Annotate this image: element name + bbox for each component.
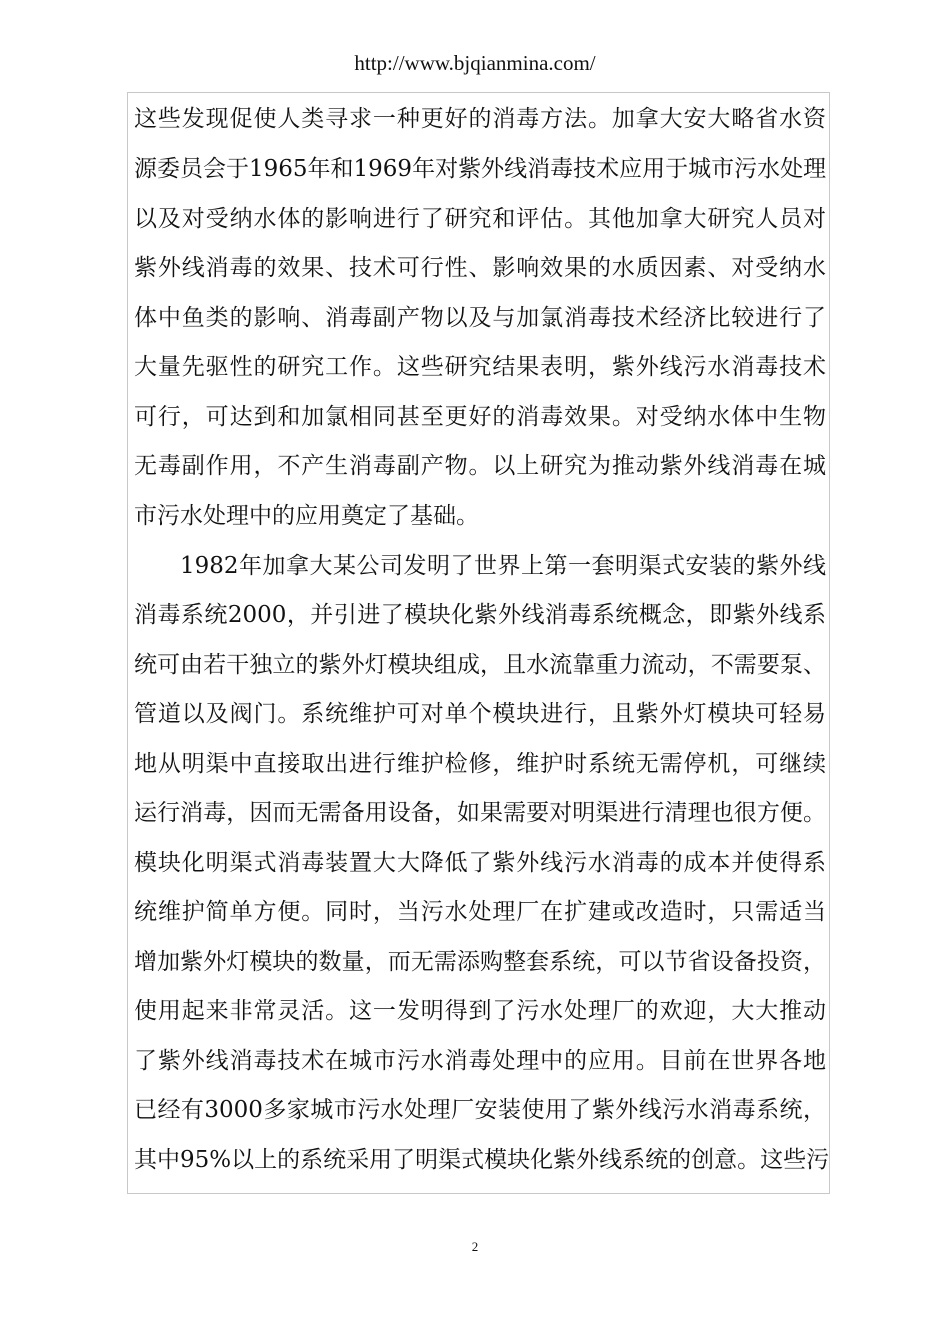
text-line: 其中95%以上的系统采用了明渠式模块化紫外线系统的创意。这些污	[134, 1147, 830, 1173]
text-line: 管道以及阀门。系统维护可对单个模块进行，且紫外灯模块可轻易	[134, 701, 826, 727]
text-line: 地从明渠中直接取出进行维护检修，维护时系统无需停机，可继续	[134, 751, 826, 777]
text-line-indented: 1982年加拿大某公司发明了世界上第一套明渠式安装的紫外线	[180, 553, 826, 579]
text-line: 紫外线消毒的效果、技术可行性、影响效果的水质因素、对受纳水	[134, 255, 826, 281]
text-line: 大量先驱性的研究工作。这些研究结果表明，紫外线污水消毒技术	[134, 354, 826, 380]
text-line: 无毒副作用，不产生消毒副产物。以上研究为推动紫外线消毒在城	[134, 453, 826, 479]
page-header-url: http://www.bjqianmina.com/	[354, 51, 596, 75]
text-line: 统可由若干独立的紫外灯模块组成，且水流靠重力流动，不需要泵、	[134, 652, 826, 678]
text-line: 了紫外线消毒技术在城市污水消毒处理中的应用。目前在世界各地	[134, 1048, 826, 1074]
text-line: 源委员会于1965年和1969年对紫外线消毒技术应用于城市污水处理	[134, 156, 827, 182]
text-line: 消毒系统2000，并引进了模块化紫外线消毒系统概念，即紫外线系	[134, 602, 826, 628]
text-line: 可行，可达到和加氯相同甚至更好的消毒效果。对受纳水体中生物	[134, 404, 826, 430]
text-line: 体中鱼类的影响、消毒副产物以及与加氯消毒技术经济比较进行了	[134, 305, 826, 331]
text-line: 市污水处理中的应用奠定了基础。	[134, 503, 479, 529]
text-line: 这些发现促使人类寻求一种更好的消毒方法。加拿大安大略省水资	[134, 106, 826, 132]
text-line: 已经有3000多家城市污水处理厂安装使用了紫外线污水消毒系统，	[134, 1097, 826, 1123]
document-body-frame	[127, 92, 830, 1194]
text-line: 增加紫外灯模块的数量，而无需添购整套系统，可以节省设备投资，	[134, 949, 826, 975]
page-number: 2	[471, 1239, 479, 1254]
text-line: 运行消毒，因而无需备用设备，如果需要对明渠进行清理也很方便。	[134, 800, 826, 826]
text-line: 统维护简单方便。同时，当污水处理厂在扩建或改造时，只需适当	[134, 899, 826, 925]
text-line: 以及对受纳水体的影响进行了研究和评估。其他加拿大研究人员对	[134, 206, 826, 232]
text-line: 使用起来非常灵活。这一发明得到了污水处理厂的欢迎，大大推动	[134, 998, 826, 1024]
text-line: 模块化明渠式消毒装置大大降低了紫外线污水消毒的成本并使得系	[134, 850, 826, 876]
